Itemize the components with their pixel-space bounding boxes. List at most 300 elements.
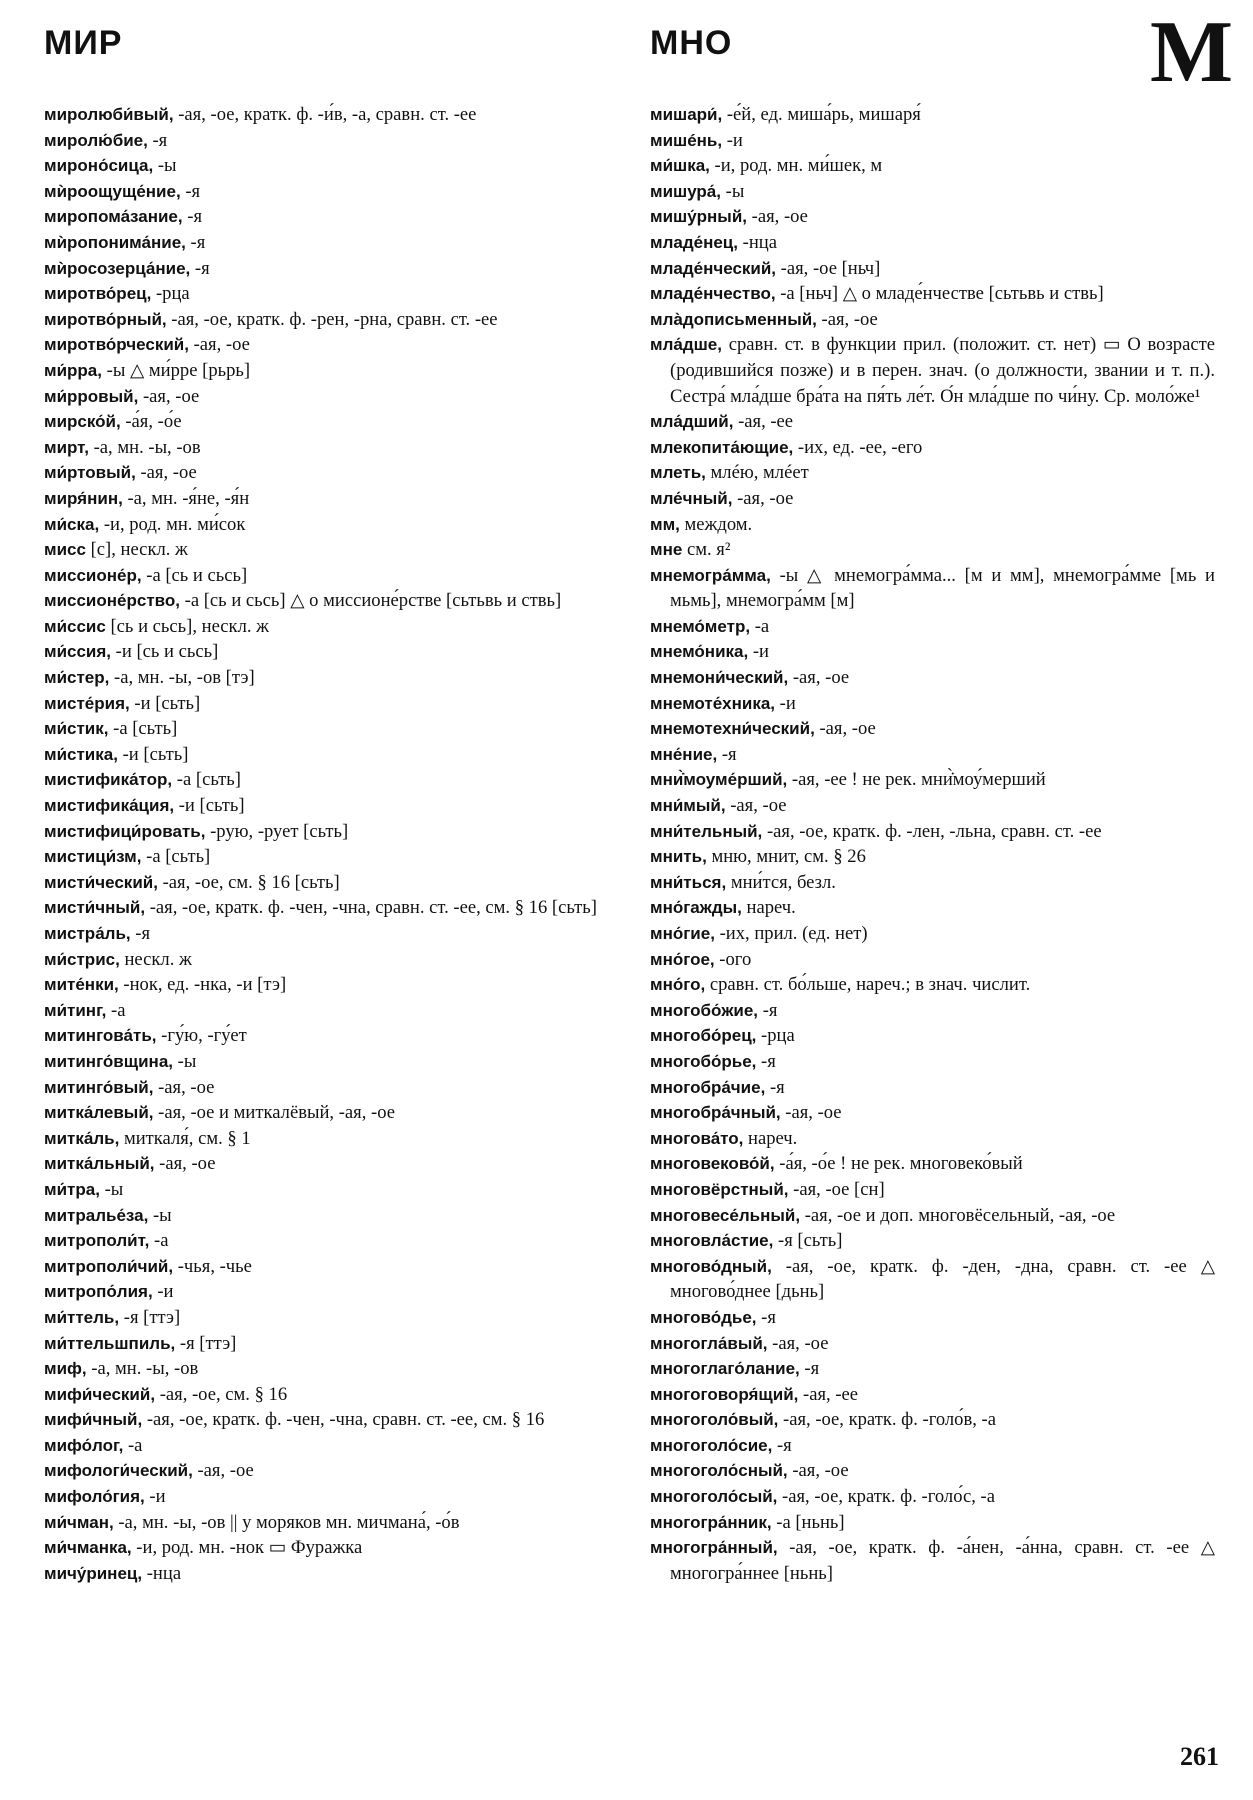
entry-forms: -я [сьть] xyxy=(773,1230,843,1252)
entry-headword: ми́тра, xyxy=(44,1179,100,1199)
dictionary-entry xyxy=(44,486,609,512)
entry-headword: мла́дше, xyxy=(650,335,722,355)
entry-forms: нескл. ж xyxy=(119,948,192,970)
entry-headword: мишари́, xyxy=(650,105,723,124)
entry-forms: -ая, -ое, кратк. ф. -чен, -чна, сравн. ст. -ее, см. § 16 [сьть] xyxy=(145,897,597,919)
entry-headword: мнить, xyxy=(650,847,707,867)
entry-forms: -ая, -ое xyxy=(788,667,850,689)
entry-forms: -ая, -ое xyxy=(135,462,197,484)
entry-headword: многово́дный, xyxy=(650,1256,772,1276)
dictionary-entry xyxy=(44,1561,609,1587)
dictionary-entry xyxy=(44,1126,609,1152)
entry-forms: -ая, -ое xyxy=(192,1460,254,1482)
dictionary-entry xyxy=(650,307,1215,333)
dictionary-entry xyxy=(650,895,1215,921)
entry-forms: -я xyxy=(756,1306,776,1328)
dictionary-entry xyxy=(650,409,1215,435)
running-head-left: МИР xyxy=(44,24,123,62)
dictionary-entry xyxy=(44,1407,609,1433)
entry-forms: -и [сьть] xyxy=(117,743,189,765)
entry-forms: нареч. xyxy=(743,1127,798,1149)
entry-forms: сравн. ст. в функции прил. (положит. ст. нет) ▭ О возрасте (родившийся позже) и в перен. знач. (о должности, звании и т. п.). Сестра́ мла́дше бра́та на пя́ть ле́т. О́н мла́дше по чи́ну. Ср. моло́же¹ xyxy=(670,334,1215,407)
dictionary-entry xyxy=(44,1305,609,1331)
entry-headword: миф, xyxy=(44,1359,87,1379)
entry-headword: митралье́за, xyxy=(44,1205,149,1225)
entry-headword: мифологи́ческий, xyxy=(44,1461,193,1481)
entry-forms: -а xyxy=(123,1434,143,1456)
dictionary-entry xyxy=(650,819,1215,845)
entry-forms: -нца xyxy=(142,1562,182,1584)
entry-forms: -а, мн. -ы, -ов || у моряков мн. мичмана́, -о́в xyxy=(113,1511,460,1533)
dictionary-entry xyxy=(650,742,1215,768)
entry-forms: -и xyxy=(144,1486,166,1508)
entry-forms: -и, род. мн. ми́сок xyxy=(99,513,246,535)
entry-headword: миротво́рец, xyxy=(44,284,152,304)
entry-headword: мнемони́ческий, xyxy=(650,668,789,688)
entry-forms: -я xyxy=(182,206,203,228)
entry-headword: ми́ттельшпиль, xyxy=(44,1333,176,1353)
dictionary-entry xyxy=(44,1254,609,1280)
dictionary-entry xyxy=(44,870,609,896)
dictionary-entry xyxy=(44,435,609,461)
entry-headword: мни́тельный, xyxy=(650,821,763,841)
dictionary-entry xyxy=(650,563,1215,614)
entry-headword: ми́рра, xyxy=(44,360,102,380)
entry-forms: -ая, -ое [сн] xyxy=(788,1178,885,1200)
dictionary-entry xyxy=(650,767,1215,793)
dictionary-entry xyxy=(44,1535,609,1561)
dictionary-entry xyxy=(44,998,609,1024)
entry-forms: -ая, -ое xyxy=(780,1102,842,1124)
entry-forms: -а, мн. -ы, -ов xyxy=(86,1358,199,1380)
dictionary-entry xyxy=(44,256,609,282)
dictionary-entry xyxy=(44,307,609,333)
dictionary-entry xyxy=(650,1484,1215,1510)
dictionary-entry xyxy=(44,1458,609,1484)
entry-headword: мни̇̀моуме́рший, xyxy=(650,770,788,790)
entry-headword: мистра́ль, xyxy=(44,924,131,943)
entry-headword: млекопита́ющие, xyxy=(650,437,794,457)
entry-forms: -а́я, -о́е xyxy=(120,411,182,433)
dictionary-entry xyxy=(650,1407,1215,1433)
entry-headword: младе́нчество, xyxy=(650,284,776,304)
running-head-right: МНО xyxy=(650,24,733,62)
entry-forms: -и [сь и сьсь] xyxy=(111,641,219,663)
entry-forms: -а [ньнь] xyxy=(771,1511,845,1533)
entry-forms: междом. xyxy=(679,513,753,535)
entry-headword: митрополи́т, xyxy=(44,1231,150,1251)
entry-headword: митинго́вщина, xyxy=(44,1051,174,1071)
entry-forms: -ая, -ое xyxy=(154,1153,216,1175)
entry-forms: -ая, -ое, кратк. ф. -лен, -льна, сравн. ст. -ее xyxy=(762,820,1102,842)
dictionary-entry xyxy=(650,435,1215,461)
entry-headword: мистифика́ция, xyxy=(44,796,175,816)
entry-headword: мнемоте́хника, xyxy=(650,693,776,713)
dictionary-entry xyxy=(650,947,1215,973)
dictionary-entry xyxy=(650,332,1215,409)
entry-headword: ми́рровый, xyxy=(44,386,139,406)
dictionary-entry xyxy=(650,460,1215,486)
entry-headword: многогра́нник, xyxy=(650,1512,772,1532)
entry-forms: -а [сьть] xyxy=(172,769,241,791)
entry-forms: -я xyxy=(799,1358,820,1380)
dictionary-entry xyxy=(44,742,609,768)
entry-headword: митинго́вый, xyxy=(44,1077,154,1097)
dictionary-entry xyxy=(650,1228,1215,1254)
entry-forms: -и xyxy=(775,692,796,714)
dictionary-entry xyxy=(650,256,1215,282)
entry-headword: многовесе́льный, xyxy=(650,1205,801,1225)
entry-forms: -ая, -ое xyxy=(767,1332,829,1354)
entry-forms: -ая, -ое xyxy=(747,206,808,228)
entry-forms: миткаля́, см. § 1 xyxy=(119,1127,251,1149)
entry-forms: -ая, -ое xyxy=(138,385,200,407)
entry-forms: -я [ттэ] xyxy=(119,1306,181,1328)
dictionary-entry xyxy=(44,691,609,717)
entry-headword: мно́гажды, xyxy=(650,898,742,918)
dictionary-entry xyxy=(44,1356,609,1382)
dictionary-entry xyxy=(650,102,1215,128)
entry-forms: -я xyxy=(765,1076,785,1098)
entry-forms: -е́й, ед. миша́рь, мишаря́ xyxy=(722,104,921,125)
dictionary-entry xyxy=(44,102,609,128)
entry-forms: -а, мн. -я́не, -я́н xyxy=(122,487,250,509)
entry-headword: мистици́зм, xyxy=(44,847,142,867)
entry-headword: мистифика́тор, xyxy=(44,770,173,790)
entry-headword: ми́ска, xyxy=(44,514,100,534)
dictionary-entry xyxy=(650,691,1215,717)
entry-headword: митка́левый, xyxy=(44,1103,154,1123)
entry-headword: младе́нец, xyxy=(650,232,738,252)
entry-headword: миссионе́рство, xyxy=(44,591,180,611)
dictionary-entry xyxy=(44,588,609,614)
entry-headword: ми́ссия, xyxy=(44,642,112,662)
entry-headword: митка́ль, xyxy=(44,1128,120,1148)
entry-headword: многовёрстный, xyxy=(650,1179,789,1199)
entry-forms: -а [сьть] xyxy=(141,846,211,868)
dictionary-entry xyxy=(44,819,609,845)
entry-forms: -нца xyxy=(737,231,777,253)
entry-headword: миротво́рческий, xyxy=(44,335,189,355)
entry-forms: -я xyxy=(130,923,151,944)
dictionary-entry xyxy=(44,1023,609,1049)
dictionary-entry xyxy=(44,1100,609,1126)
entry-forms: [сь и сьсь], нескл. ж xyxy=(105,615,269,637)
entry-forms: -гу́ю, -гу́ет xyxy=(156,1025,247,1047)
entry-forms: -а xyxy=(106,999,126,1021)
entry-headword: ми́чман, xyxy=(44,1512,114,1532)
entry-forms: -и, род. мн. ми́шек, м xyxy=(709,155,883,177)
entry-headword: многобо́рье, xyxy=(650,1051,757,1071)
entry-headword: многобра́чный, xyxy=(650,1103,781,1123)
entry-forms: -а [сьть] xyxy=(108,718,178,740)
dictionary-entry xyxy=(650,1177,1215,1203)
entry-forms: -я [ттэ] xyxy=(175,1332,237,1354)
entry-forms: -а xyxy=(149,1230,169,1252)
entry-headword: мнемогра́мма, xyxy=(650,565,771,585)
entry-forms: -а [сь и сьсь] △ о миссионе́рстве [сьтьвь и ствь] xyxy=(180,590,562,612)
entry-headword: мла̀дописьменный, xyxy=(650,309,817,329)
dictionary-entry xyxy=(44,128,609,154)
entry-forms: см. я² xyxy=(682,539,731,561)
dictionary-entry xyxy=(650,1331,1215,1357)
entry-forms: -ая, -ое, кратк. ф. -голо́с, -а xyxy=(777,1486,995,1508)
dictionary-entry xyxy=(650,1254,1215,1305)
entry-forms: -ы xyxy=(173,1050,197,1072)
dictionary-entry xyxy=(650,844,1215,870)
entry-forms: нареч. xyxy=(741,897,796,919)
entry-headword: мно́гие, xyxy=(650,924,715,943)
entry-headword: многоголо́сый, xyxy=(650,1487,778,1507)
entry-forms: -ая, -ое xyxy=(814,718,876,740)
dictionary-entry xyxy=(44,358,609,384)
entry-headword: многовеково́й, xyxy=(650,1154,775,1174)
dictionary-entry xyxy=(44,204,609,230)
entry-forms: сравн. ст. бо́льше, нареч.; в знач. числит. xyxy=(705,974,1031,996)
entry-forms: -а xyxy=(750,615,770,637)
entry-headword: мисти́ческий, xyxy=(44,872,158,892)
entry-forms: -я xyxy=(717,743,737,765)
dictionary-entry xyxy=(44,844,609,870)
entry-headword: ми́стика, xyxy=(44,744,118,764)
entry-headword: миролюби́вый, xyxy=(44,105,174,124)
dictionary-entry xyxy=(44,921,609,947)
dictionary-entry xyxy=(650,1305,1215,1331)
dictionary-entry xyxy=(44,767,609,793)
entry-headword: мѝроощуще́ние, xyxy=(44,181,181,201)
dictionary-entry xyxy=(44,537,609,563)
dictionary-entry xyxy=(650,179,1215,205)
entry-headword: мифоло́гия, xyxy=(44,1487,145,1507)
right-column xyxy=(650,102,1215,1586)
entry-forms: -ая, -ое, кратк. ф. -а́нен, -а́нна, сравн. ст. -ее △ многогра́ннее [ньнь] xyxy=(670,1537,1215,1584)
entry-forms: -ая, -ое xyxy=(787,1460,849,1482)
entry-headword: мирско́й, xyxy=(44,412,121,432)
entry-forms: -я xyxy=(180,180,201,202)
dictionary-entry xyxy=(650,1356,1215,1382)
entry-headword: мно́го, xyxy=(650,975,706,995)
dictionary-entry xyxy=(44,1484,609,1510)
dictionary-entry xyxy=(44,281,609,307)
dictionary-entry xyxy=(44,793,609,819)
dictionary-entry xyxy=(650,486,1215,512)
entry-forms: -я xyxy=(758,999,778,1021)
dictionary-entry xyxy=(44,1049,609,1075)
entry-forms: -а [сь и сьсь] xyxy=(141,564,248,586)
entry-forms: -и [сьть] xyxy=(174,795,245,817)
dictionary-entry xyxy=(44,947,609,973)
entry-headword: многогра́нный, xyxy=(650,1538,778,1558)
entry-headword: митрополи́чий, xyxy=(44,1256,174,1276)
entry-forms: -ая, -ее xyxy=(798,1383,859,1405)
dictionary-entry xyxy=(650,1151,1215,1177)
entry-forms: -ы xyxy=(148,1204,172,1226)
dictionary-entry xyxy=(44,460,609,486)
dictionary-entry xyxy=(650,639,1215,665)
dictionary-entry xyxy=(650,1100,1215,1126)
dictionary-entry xyxy=(44,614,609,640)
entry-forms: -ая, -ое и миткалёвый, -ая, -ое xyxy=(153,1102,395,1124)
dictionary-entry xyxy=(650,1382,1215,1408)
dictionary-entry xyxy=(650,537,1215,563)
entry-headword: мѝросозерца́ние, xyxy=(44,258,191,278)
entry-headword: ми́тинг, xyxy=(44,1000,107,1020)
entry-headword: многоголо́сный, xyxy=(650,1461,788,1481)
entry-headword: миря́нин, xyxy=(44,488,123,508)
entry-headword: мѝропонима́ние, xyxy=(44,232,186,252)
entry-headword: митингова́ть, xyxy=(44,1026,157,1046)
entry-headword: мифо́лог, xyxy=(44,1435,124,1455)
entry-forms: -ого xyxy=(714,948,752,970)
dictionary-entry xyxy=(650,1510,1215,1536)
entry-forms: млéю, млéет xyxy=(705,462,809,484)
entry-headword: мишу́рный, xyxy=(650,207,747,227)
entry-headword: ми́чманка, xyxy=(44,1538,132,1558)
dictionary-entry xyxy=(650,793,1215,819)
dictionary-entry xyxy=(650,1075,1215,1101)
dictionary-entry xyxy=(650,1049,1215,1075)
entry-forms: -я xyxy=(756,1050,776,1072)
entry-forms: [с], нескл. ж xyxy=(85,539,188,561)
dictionary-entry xyxy=(650,153,1215,179)
entry-headword: многобо́рец, xyxy=(650,1026,757,1046)
dictionary-entry xyxy=(44,665,609,691)
entry-forms: -я xyxy=(772,1434,792,1456)
left-column xyxy=(44,102,609,1586)
entry-headword: мнемотехни́ческий, xyxy=(650,719,815,739)
dictionary-entry xyxy=(650,281,1215,307)
entry-forms: -нок, ед. -нка, -и [тэ] xyxy=(118,974,287,996)
entry-forms: -и xyxy=(722,129,743,151)
entry-headword: мни́ться, xyxy=(650,872,727,892)
dictionary-entry xyxy=(650,230,1215,256)
entry-headword: мне xyxy=(650,540,683,560)
dictionary-entry xyxy=(650,998,1215,1024)
entry-headword: мичу́ринец, xyxy=(44,1563,143,1583)
dictionary-entry xyxy=(650,1535,1215,1586)
entry-headword: многобо́жие, xyxy=(650,1000,759,1020)
dictionary-entry xyxy=(44,972,609,998)
entry-headword: мишéнь, xyxy=(650,130,723,150)
dictionary-entry xyxy=(650,870,1215,896)
dictionary-entry xyxy=(44,1228,609,1254)
entry-forms: -я xyxy=(185,231,206,253)
dictionary-entry xyxy=(44,1433,609,1459)
dictionary-entry xyxy=(44,716,609,742)
page-number: 261 xyxy=(1180,1742,1219,1771)
entry-headword: многобра́чие, xyxy=(650,1077,766,1097)
entry-forms: мню, мнит, см. § 26 xyxy=(706,846,866,868)
entry-headword: многово́дье, xyxy=(650,1307,757,1327)
entry-headword: мишура́, xyxy=(650,181,721,201)
dictionary-entry xyxy=(650,614,1215,640)
section-letter: М xyxy=(1150,4,1234,101)
entry-forms: -рца xyxy=(756,1025,795,1047)
entry-headword: ми́стик, xyxy=(44,719,109,739)
entry-forms: -ы △ мнемогра́мма... [м и мм], мнемогра́мме [мь и мьмь], мнемогра́мм [м] xyxy=(670,564,1215,612)
entry-forms: -ая, -ее ! не рек. мни̇̀моу́мерший xyxy=(787,769,1046,791)
dictionary-entry xyxy=(650,1126,1215,1152)
entry-forms: -рую, -рует [сьть] xyxy=(205,820,349,842)
dictionary-entry xyxy=(650,1023,1215,1049)
entry-headword: многова́то, xyxy=(650,1128,744,1148)
entry-headword: ми́стер, xyxy=(44,668,110,688)
entry-headword: миролю́бие, xyxy=(44,130,148,150)
dictionary-entry xyxy=(44,179,609,205)
dictionary-entry xyxy=(650,128,1215,154)
entry-forms: -я xyxy=(190,257,210,279)
entry-headword: многогла́вый, xyxy=(650,1333,768,1353)
entry-forms: -их, ед. -ее, -его xyxy=(793,436,923,458)
entry-forms: -чья, -чье xyxy=(173,1255,252,1277)
dictionary-entry xyxy=(44,230,609,256)
entry-headword: ми́ссис xyxy=(44,616,106,636)
entry-forms: -а, мн. -ы, -ов [тэ] xyxy=(109,667,255,689)
dictionary-entry xyxy=(650,665,1215,691)
entry-forms: -ы △ ми́рре [рьрь] xyxy=(101,359,251,381)
dictionary-entry xyxy=(44,332,609,358)
dictionary-entry xyxy=(650,1458,1215,1484)
entry-forms: -их, прил. (ед. нет) xyxy=(714,923,868,944)
entry-headword: мифи́чный, xyxy=(44,1410,143,1430)
dictionary-entry xyxy=(44,1331,609,1357)
entry-forms: -и xyxy=(152,1281,174,1303)
entry-headword: мистифици́ровать, xyxy=(44,821,206,841)
entry-headword: миссионе́р, xyxy=(44,565,142,585)
entry-forms: -ая, -ое xyxy=(725,795,787,817)
dictionary-entry xyxy=(44,895,609,921)
entry-headword: мифи́ческий, xyxy=(44,1384,156,1404)
entry-forms: -а [ньч] △ о младе́нчестве [сьтьвь и ствь] xyxy=(775,283,1104,305)
entry-headword: мле́чный, xyxy=(650,488,733,508)
entry-forms: -ая, -ое xyxy=(188,334,250,356)
dictionary-entry xyxy=(650,921,1215,947)
entry-headword: ми́шка, xyxy=(650,156,710,176)
entry-forms: -ы xyxy=(721,180,745,202)
entry-forms: -ая, -ое, кратк. ф. -голо́в, -а xyxy=(778,1409,997,1431)
entry-forms: -ая, -ое xyxy=(816,308,878,330)
dictionary-entry xyxy=(44,563,609,589)
entry-headword: мно́гое, xyxy=(650,949,715,969)
entry-headword: многоглаго́лание, xyxy=(650,1359,800,1379)
entry-headword: митка́льный, xyxy=(44,1154,155,1174)
dictionary-entry xyxy=(44,1203,609,1229)
dictionary-entry xyxy=(650,972,1215,998)
entry-forms: -ая, -ое xyxy=(153,1076,215,1098)
dictionary-entry xyxy=(650,1203,1215,1229)
dictionary-entry xyxy=(44,1151,609,1177)
dictionary-entry xyxy=(44,1177,609,1203)
entry-forms: -ая, -ое, см. § 16 [сьть] xyxy=(157,871,340,893)
dictionary-entry xyxy=(44,1075,609,1101)
entry-headword: ми́ттель, xyxy=(44,1307,120,1327)
entry-forms: -ая, -ое xyxy=(732,487,794,509)
entry-headword: мисте́рия, xyxy=(44,693,130,713)
entry-headword: многоголо́вый, xyxy=(650,1410,779,1430)
entry-headword: митропо́лия, xyxy=(44,1282,153,1302)
entry-headword: млеть, xyxy=(650,463,706,483)
dictionary-entry xyxy=(650,1433,1215,1459)
entry-forms: -а́я, -о́е ! не рек. многовеко́вый xyxy=(774,1153,1023,1175)
entry-headword: миротво́рный, xyxy=(44,309,167,329)
dictionary-entry xyxy=(650,512,1215,538)
entry-forms: -ая, -ее xyxy=(733,411,794,433)
entry-headword: мни́мый, xyxy=(650,796,726,816)
entry-headword: мнемо́ника, xyxy=(650,642,749,662)
entry-headword: младе́нческий, xyxy=(650,258,777,278)
entry-forms: -ая, -ое, см. § 16 xyxy=(155,1383,288,1405)
entry-forms: -и, род. мн. -нок ▭ Фуражка xyxy=(131,1537,363,1559)
